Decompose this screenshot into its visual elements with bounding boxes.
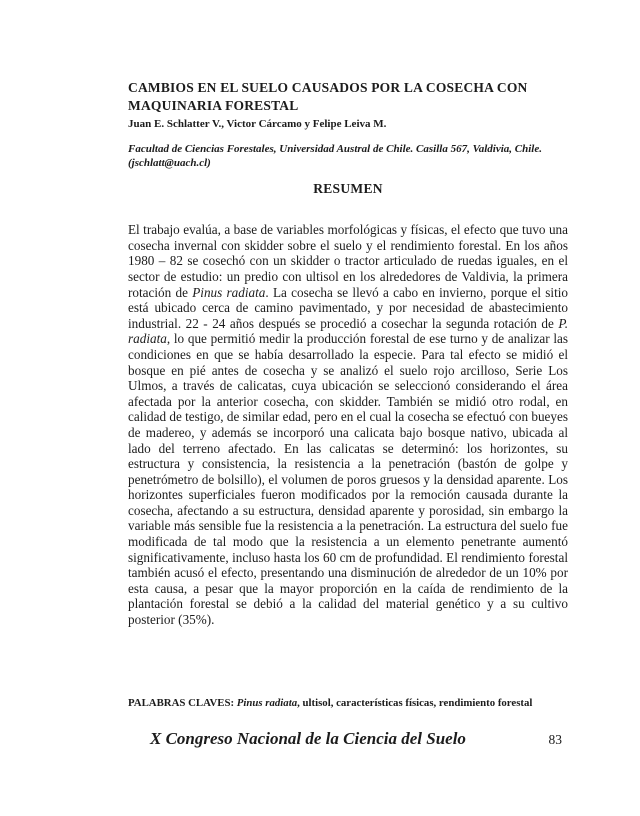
keywords-line — [128, 697, 568, 709]
keywords-label: PALABRAS CLAVES: — [128, 697, 237, 709]
page-footer — [128, 729, 568, 749]
authors-line: Juan E. Schlatter V., Victor Cárcamo y Felipe Leiva M. — [128, 118, 387, 130]
abstract-text-segment: . La cosecha se llevó a cabo en invierno, porque el sitio está ubicado cerca de camino pavimentado, y por necesidad de abastecimiento industrial. 22 - 24 años después se procedió a cosechar la segunda rotación de — [128, 284, 569, 331]
species-name-italic: Pinus radiata — [192, 284, 266, 300]
abstract-text-segment: , lo que permitió medir la producción forestal de ese turno y de analizar las condiciones en que se había desarrollado la especie. Para tal efecto se midió el bosque en pié antes de cosecha y se analizó el suelo rojo arcilloso, Serie Los Ulmos, a través de calicatas, cuya ubicación se seleccionó considerando el área afectada por la anterior cosecha, con skidder. También se midió otro rodal, en calidad de testigo, de similar edad, pero en el cual la cosecha se efectuó con bueyes de madereo, y además se incorporó una calicata bajo bosque nativo, ubicada al lado del terreno afectado. En las calicatas se determinó: los horizontes, su estructura y consistencia, la resistencia a la penetración (bastón de golpe y penetrómetro de bolsillo), el volumen de poros gruesos y la densidad aparente. Los horizontes superficiales fueron modificados por la remoción causada durante la cosecha, afectando a su estructura, densidad aparente y porosidad, sin embargo la variable más sensible fue la resistencia a la penetración. La estructura del suelo fue modificada de tal modo que la resistencia a un elemento penetrante aumentó significativamente, incluso hasta los 60 cm de profundidad. El rendimiento forestal también acusó el efecto, presentando una disminución de alrededor de un 10% por esta causa, a pesar que la mayor proporción en la caída de rendimiento de la plantación forestal se debió a la calidad del material genético y a su cultivo posterior (35%). — [128, 331, 568, 628]
abstract-paragraph — [128, 222, 568, 627]
conference-name: X Congreso Nacional de la Ciencia del Suelo — [150, 729, 466, 748]
affiliation-email: (jschlatt@uach.cl) — [128, 156, 211, 169]
affiliation-line: Facultad de Ciencias Forestales, Universidad Austral de Chile. Casilla 567, Valdivia, Chile. — [128, 143, 542, 155]
abstract-heading: RESUMEN — [313, 181, 383, 196]
keywords-rest: , ultisol, características físicas, rendimiento forestal — [297, 697, 533, 709]
abstract-text-segment: El trabajo evalúa, a base de variables morfológicas y físicas, el efecto que tuvo una cosecha invernal con skidder sobre el suelo y el rendimiento forestal. En los años 1980 – 82 se cosechó con un skidder o tractor articulado de ruedas iguales, en el sector de estudio: un predio con ultisol en los alrededores de Valdivia, la primera rotación de — [128, 222, 568, 300]
keywords-species-italic: Pinus radiata — [236, 697, 298, 709]
paper-title: CAMBIOS EN EL SUELO CAUSADOS POR LA COSECHA CON MAQUINARIA FORESTAL — [128, 80, 528, 114]
species-name-italic: P. radiata — [128, 315, 568, 347]
affiliation-block — [128, 143, 568, 170]
page-number: 83 — [548, 732, 562, 747]
